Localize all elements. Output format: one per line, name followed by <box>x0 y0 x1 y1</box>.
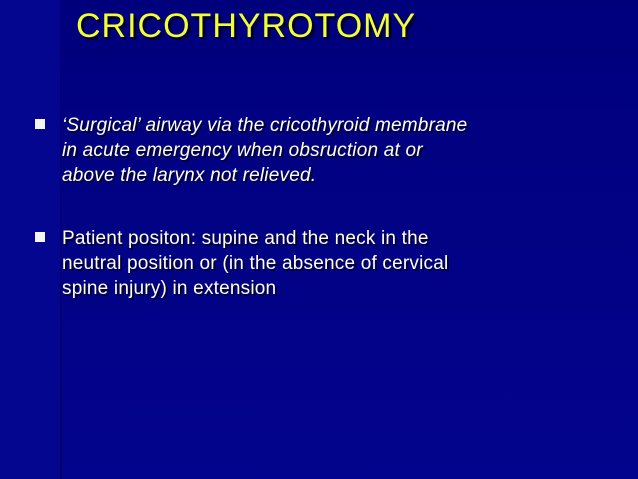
square-bullet-icon <box>35 232 45 242</box>
square-bullet-icon <box>35 119 45 129</box>
bullet-text-position: Patient positon: supine and the neck in the neutral position or (in the absence of cervical spine injury) in extension <box>62 228 449 299</box>
left-band <box>0 0 60 479</box>
title-rule <box>60 50 638 53</box>
slide-title: CRICOTHYROTOMY <box>76 7 417 45</box>
bullet-text-airway: ‘Surgical’ airway via the cricothyroid membrane in acute emergency when obsruction at or above the larynx not relieved. <box>62 115 468 186</box>
